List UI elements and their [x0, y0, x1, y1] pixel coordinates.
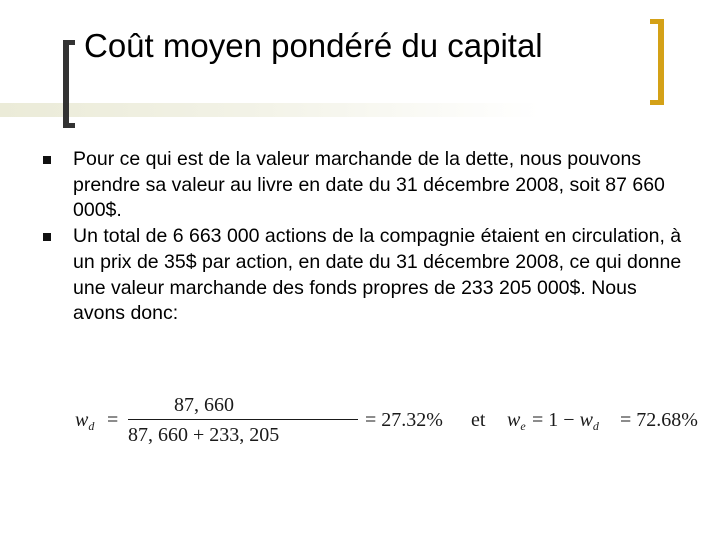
formula-denominator: 87, 660 + 233, 205 — [128, 424, 280, 446]
bullet-item-debt — [43, 147, 683, 224]
wacc-weights-formula — [75, 393, 698, 451]
bullet-text-debt: Pour ce qui est de la valeur marchande de la dette, nous pouvons prendre sa valeur au livre en date du 31 décembre 2008, soit 87 660 000$. — [73, 148, 665, 222]
formula-numerator: 87, 660 — [174, 394, 234, 416]
square-bullet-icon — [43, 156, 51, 164]
formula-fraction-bar — [128, 419, 358, 420]
title-underline-band — [0, 103, 540, 117]
title-right-bracket — [650, 19, 664, 105]
formula-we-result: = 72.68% — [620, 409, 698, 431]
bullet-text-equity: Un total de 6 663 000 actions de la compagnie étaient en circulation, à un prix de 35$ par action, en date du 31 décembre 2008, ce qui donne une valeur marchande des fonds propres de 233 205 000$. Nous avons donc: — [73, 225, 682, 325]
slide-title: Coût moyen pondéré du capital — [84, 27, 543, 64]
square-bullet-icon — [43, 233, 51, 241]
bullet-list — [43, 147, 683, 327]
title-left-bracket — [63, 40, 75, 128]
formula-connector-text: et — [471, 409, 486, 431]
formula-we-lhs: $w_e$ — [507, 409, 526, 433]
bullet-item-equity — [43, 224, 683, 327]
formula-we-expression: = $1 - w_d$ — [532, 409, 599, 433]
formula-wd-result: = 27.32% — [365, 409, 443, 431]
formula-connector — [395, 409, 473, 432]
formula-wd-lhs: $w_d$ — [75, 409, 95, 433]
formula-equals-sign: = — [107, 409, 119, 431]
